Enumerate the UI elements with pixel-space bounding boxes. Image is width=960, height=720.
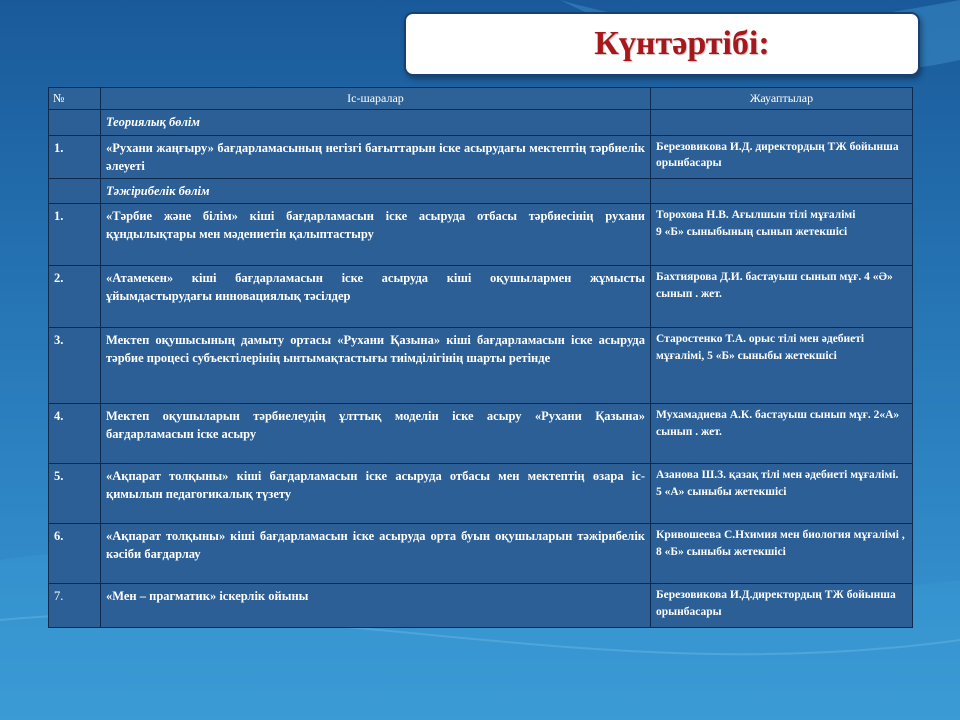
row-number: 1. <box>49 203 101 265</box>
empty-cell <box>49 178 101 203</box>
header-responsible: Жауаптылар <box>651 88 913 110</box>
row-number: 7. <box>49 583 101 627</box>
agenda-table <box>48 87 913 628</box>
table-row <box>49 203 913 265</box>
table-row <box>49 135 913 178</box>
row-number: 6. <box>49 523 101 583</box>
header-activities: Іс-шаралар <box>101 88 651 110</box>
section-row <box>49 110 913 135</box>
row-number: 1. <box>49 135 101 178</box>
row-activity: Мектеп оқушыларын тәрбиелеудің ұлттық моделін іске асыру «Рухани Қазына» бағдарламасын іске асыру <box>101 403 651 463</box>
section-row <box>49 178 913 203</box>
section-label: Теориялық бөлім <box>101 110 651 135</box>
row-activity: «Тәрбие және білім» кіші бағдарламасын іске асыруда отбасы тәрбиесінің рухани құндылықтары мен мәдениетін қалыптастыру <box>101 203 651 265</box>
table-header-row <box>49 88 913 110</box>
empty-cell <box>651 110 913 135</box>
page-title: Күнтәртібі: <box>594 25 770 62</box>
table-row <box>49 265 913 327</box>
row-responsible: Азанова Ш.З. қазақ тілі мен әдебиеті мұғалімі. 5 «А» сыныбы жетекшісі <box>651 463 913 523</box>
row-responsible: Торохова Н.В. Ағылшын тілі мұғалімі 9 «Б» сыныбының сынып жетекшісі <box>651 203 913 265</box>
row-activity: Мектеп оқушысының дамыту ортасы «Рухани Қазына» кіші бағдарламасын іске асыруда тәрбие процесі субъектілерінің ынтымақтастығы тиімділігінің шарты ретінде <box>101 327 651 403</box>
row-responsible: Березовикова И.Д. директордың ТЖ бойынша орынбасары <box>651 135 913 178</box>
row-activity: «Ақпарат толқыны» кіші бағдарламасын іске асыруда отбасы мен мектептің өзара іс-қимылын педагогикалық түзету <box>101 463 651 523</box>
row-responsible: Старостенко Т.А. орыс тілі мен әдебиеті мұғалімі, 5 «Б» сыныбы жетекшісі <box>651 327 913 403</box>
header-number: № <box>49 88 101 110</box>
row-activity: «Ақпарат толқыны» кіші бағдарламасын іске асыруда орта буын оқушыларын тәжірибелік кәсіби бағдарлау <box>101 523 651 583</box>
table-row <box>49 583 913 627</box>
table-row <box>49 523 913 583</box>
empty-cell <box>49 110 101 135</box>
row-number: 5. <box>49 463 101 523</box>
row-responsible: Бахтиярова Д.И. бастауыш сынып мұғ. 4 «Ә» сынып . жет. <box>651 265 913 327</box>
row-responsible: Березовикова И.Д.директордың ТЖ бойынша орынбасары <box>651 583 913 627</box>
row-number: 2. <box>49 265 101 327</box>
table-row <box>49 327 913 403</box>
row-responsible: Мухамадиева А.К. бастауыш сынып мұғ. 2«А» сынып . жет. <box>651 403 913 463</box>
row-number: 4. <box>49 403 101 463</box>
table-row <box>49 463 913 523</box>
row-activity: «Атамекен» кіші бағдарламасын іске асыруда кіші оқушылармен жұмысты ұйымдастырудағы инновациялық тәсілдер <box>101 265 651 327</box>
row-activity: «Мен – прагматик» іскерлік ойыны <box>101 583 651 627</box>
row-number: 3. <box>49 327 101 403</box>
title-box <box>404 12 920 76</box>
empty-cell <box>651 178 913 203</box>
section-label: Тәжірибелік бөлім <box>101 178 651 203</box>
table-row <box>49 403 913 463</box>
row-activity: «Рухани жаңғыру» бағдарламасының негізгі бағыттарын іске асырудағы мектептің тәрбиелік әлеуеті <box>101 135 651 178</box>
row-responsible: Кривошеева С.Нхимия мен биология мұғалімі , 8 «Б» сыныбы жетекшісі <box>651 523 913 583</box>
